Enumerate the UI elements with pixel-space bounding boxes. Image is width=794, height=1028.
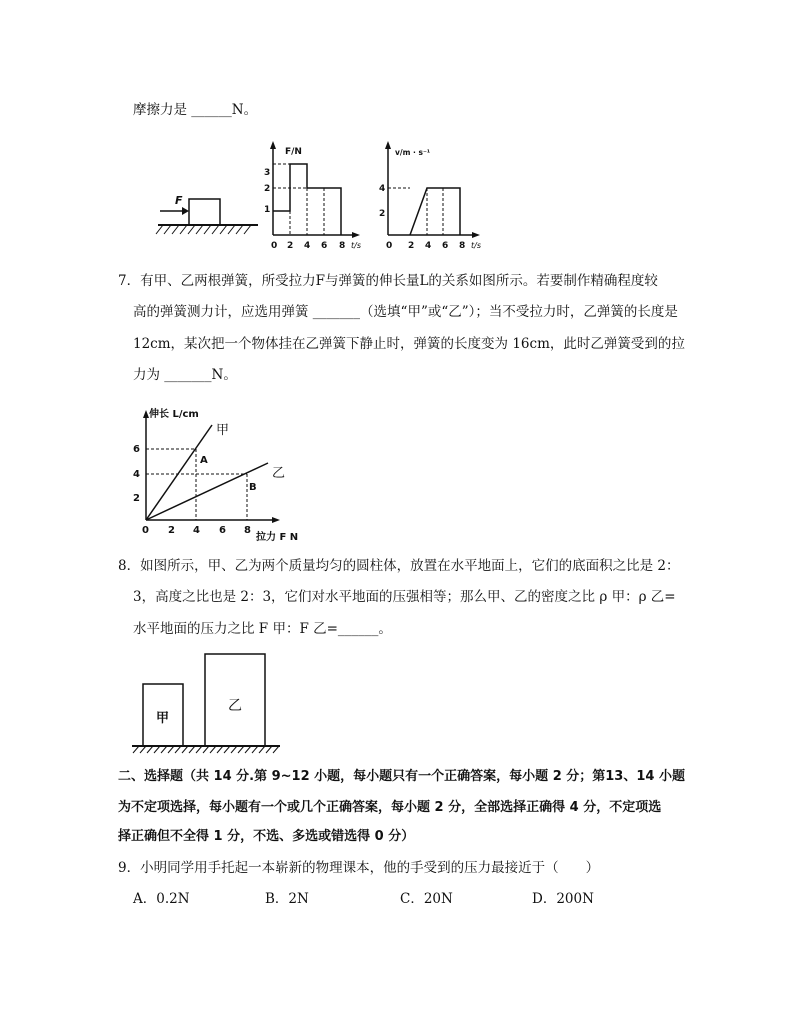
force-time-graph [264, 141, 361, 251]
section-2-line-1: 二、选择题（共 14 分.第 9~12 小题，每小题只有一个正确答案，每小题 2 分；第13、14 小题 [118, 769, 685, 784]
q8-line-3: 水平地面的压力之比 F 甲：F 乙=______。 [133, 621, 392, 637]
q9-option-a[interactable]: A．0.2N [133, 891, 190, 907]
x-tick: 4 [193, 525, 200, 536]
x-axis-label: 拉力 F N [256, 532, 299, 543]
q7-line-1: 7．有甲、乙两根弹簧，所受拉力F与弹簧的伸长量L的关系如图所示。若要制作精确程度较 [118, 273, 658, 289]
label-yi: 乙 [272, 466, 286, 481]
svg-text:3: 3 [264, 168, 271, 178]
force-label: F [175, 194, 183, 207]
svg-text:2: 2 [264, 184, 271, 194]
y-axis-label: 伸长 L/cm [149, 409, 199, 420]
svg-text:6: 6 [321, 241, 328, 251]
svg-text:t/s: t/s [471, 241, 481, 250]
svg-text:4: 4 [425, 241, 432, 251]
svg-text:t/s: t/s [351, 241, 361, 250]
q9-option-c[interactable]: C．20N [400, 891, 453, 907]
svg-text:v/m · s⁻¹: v/m · s⁻¹ [395, 148, 431, 157]
y-tick: 6 [133, 444, 140, 455]
point-b-label: B [249, 482, 257, 493]
x-tick: 0 [142, 525, 149, 536]
svg-text:6: 6 [442, 241, 449, 251]
q9-option-d[interactable]: D．200N [532, 891, 594, 907]
svg-text:F/N: F/N [285, 147, 302, 157]
svg-text:2: 2 [408, 241, 415, 251]
point-a-label: A [200, 455, 208, 466]
section-2-line-3: 择正确但不全得 1 分，不选、多选或错选得 0 分） [118, 829, 415, 844]
cylinders-figure [132, 650, 292, 755]
svg-text:4: 4 [304, 241, 311, 251]
q8-line-2: 3，高度之比也是 2：3，它们对水平地面的压强相等；那么甲、乙的密度之比 ρ 甲：ρ 乙= [133, 589, 676, 605]
svg-text:0: 0 [271, 241, 278, 251]
svg-text:8: 8 [339, 241, 346, 251]
svg-text:8: 8 [459, 241, 466, 251]
svg-text:1: 1 [264, 205, 271, 215]
x-tick: 2 [168, 525, 175, 536]
q7-line-3: 12cm，某次把一个物体挂在乙弹簧下静止时，弹簧的长度变为 16cm，此时乙弹簧受到的拉 [133, 336, 685, 352]
svg-text:乙: 乙 [228, 698, 242, 714]
block [189, 199, 220, 225]
label-jia: 甲 [216, 423, 230, 438]
svg-text:0: 0 [386, 241, 393, 251]
x-tick: 8 [244, 525, 251, 536]
section-2-line-2: 为不定项选择，每小题有一个或几个正确答案，每小题 2 分，全部选择正确得 4 分，不定项选 [118, 800, 662, 815]
svg-text:4: 4 [379, 184, 386, 194]
q9-option-b[interactable]: B．2N [265, 891, 309, 907]
friction-answer-line: 摩擦力是 ______N。 [133, 102, 258, 118]
spring-jia-line [146, 425, 212, 520]
q9-stem: 9．小明同学用手托起一本崭新的物理课本，他的手受到的压力最接近于（ ） [118, 860, 600, 876]
svg-text:2: 2 [379, 209, 386, 219]
q7-line-4: 力为 _______N。 [133, 367, 237, 383]
svg-text:甲: 甲 [156, 711, 170, 726]
q7-line-2: 高的弹簧测力计，应选用弹簧 _______（选填“甲”或“乙”）；当不受拉力时，乙弹簧的长度是 [133, 304, 678, 320]
svg-text:2: 2 [287, 241, 294, 251]
friction-figure [155, 138, 515, 250]
x-tick: 6 [219, 525, 226, 536]
y-tick: 4 [133, 469, 140, 480]
velocity-time-graph [379, 141, 481, 251]
spring-graph [125, 403, 325, 548]
q8-line-1: 8．如图所示，甲、乙为两个质量均匀的圆柱体，放置在水平地面上，它们的底面积之比是 2： [118, 558, 680, 574]
y-tick: 2 [133, 493, 140, 504]
